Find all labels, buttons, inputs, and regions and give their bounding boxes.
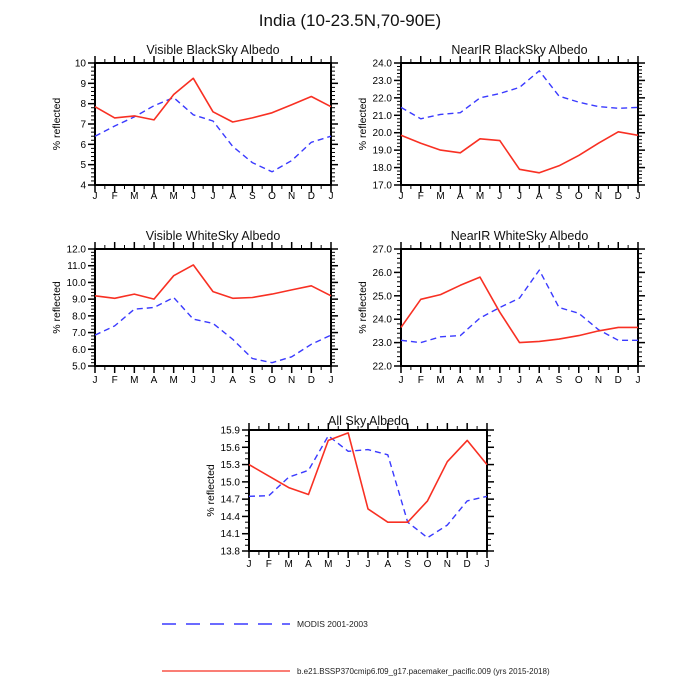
month-label: J xyxy=(365,559,371,570)
month-label: J xyxy=(190,191,196,202)
month-label: M xyxy=(284,559,293,570)
y-tick-label: 25.0 xyxy=(372,291,392,303)
y-axis-label: % reflected xyxy=(51,97,63,151)
chart-nearir-whitesky-albedo xyxy=(346,222,658,400)
month-label: D xyxy=(463,559,471,570)
y-tick-label: 6 xyxy=(80,139,86,151)
modis-series-line xyxy=(249,436,487,538)
month-label: J xyxy=(246,559,252,570)
month-label: A xyxy=(384,559,392,570)
model-series-line xyxy=(95,265,331,299)
month-label: F xyxy=(265,559,272,570)
y-tick-label: 14.4 xyxy=(220,511,240,523)
chart-visible-whitesky-albedo xyxy=(40,222,352,400)
y-tick-label: 8.0 xyxy=(72,311,86,323)
month-label: A xyxy=(535,375,543,386)
month-label: S xyxy=(404,559,412,570)
y-axis-label: % reflected xyxy=(357,97,369,151)
month-label: A xyxy=(456,375,464,386)
y-tick-label: 6.0 xyxy=(72,344,86,356)
modis-series-line xyxy=(401,71,638,119)
month-label: A xyxy=(305,559,312,570)
month-label: A xyxy=(456,191,464,202)
chart-title: NearIR BlackSky Albedo xyxy=(451,43,588,57)
month-label: D xyxy=(614,375,622,386)
y-tick-label: 23.0 xyxy=(372,338,392,350)
month-label: J xyxy=(328,191,334,202)
chart-nearir-blacksky-canvas xyxy=(346,36,658,214)
plot-box xyxy=(401,249,638,366)
month-label: N xyxy=(594,375,603,386)
chart-nearir-whitesky-canvas xyxy=(346,222,658,400)
y-tick-label: 20.0 xyxy=(372,128,392,140)
month-label: O xyxy=(574,375,583,386)
month-label: N xyxy=(594,191,603,202)
month-label: N xyxy=(288,375,296,386)
chart-title: Visible WhiteSky Albedo xyxy=(145,229,281,243)
month-label: N xyxy=(443,559,451,570)
month-label: J xyxy=(398,375,404,386)
legend-label-modis: MODIS 2001-2003 xyxy=(297,619,368,629)
y-tick-label: 15.9 xyxy=(220,425,240,437)
month-label: J xyxy=(92,191,98,202)
chart-visible-blacksky-canvas xyxy=(40,36,352,214)
modis-series-line xyxy=(95,98,331,172)
chart-visible-whitesky-canvas xyxy=(40,222,352,400)
month-label: O xyxy=(574,191,583,202)
month-label: J xyxy=(92,375,98,386)
model-series-line xyxy=(95,78,331,122)
y-tick-label: 26.0 xyxy=(372,267,392,279)
chart-all-sky-albedo xyxy=(194,403,506,581)
chart-title: NearIR WhiteSky Albedo xyxy=(450,229,589,243)
month-label: M xyxy=(169,191,178,202)
model-series-line xyxy=(401,132,638,173)
month-label: D xyxy=(307,375,315,386)
legend-line-modis-icon xyxy=(160,619,292,629)
month-label: O xyxy=(268,375,276,386)
y-tick-label: 9 xyxy=(80,78,86,90)
month-label: M xyxy=(169,375,178,386)
plot-box xyxy=(95,249,331,366)
plot-box xyxy=(95,63,331,185)
month-label: J xyxy=(345,559,351,570)
y-tick-label: 15.6 xyxy=(220,442,240,454)
month-label: S xyxy=(555,375,563,386)
month-label: J xyxy=(635,375,641,386)
model-series-line xyxy=(401,277,638,343)
page-title: India (10-23.5N,70-90E) xyxy=(258,11,442,30)
month-label: A xyxy=(150,375,158,386)
y-tick-label: 13.8 xyxy=(220,546,240,558)
month-label: J xyxy=(328,375,334,386)
y-tick-label: 22.0 xyxy=(372,361,392,373)
month-label: M xyxy=(475,191,485,202)
y-tick-label: 21.0 xyxy=(372,110,392,122)
chart-visible-blacksky-albedo xyxy=(40,36,352,214)
y-tick-label: 7 xyxy=(80,119,86,131)
y-tick-label: 9.0 xyxy=(72,294,86,306)
month-label: J xyxy=(497,191,503,202)
month-label: J xyxy=(484,559,490,570)
legend-entry-modis xyxy=(160,619,368,629)
month-label: J xyxy=(210,375,216,386)
y-tick-label: 15.3 xyxy=(220,460,240,472)
chart-title: Visible BlackSky Albedo xyxy=(146,43,280,57)
legend-label-model: b.e21.BSSP370cmip6.f09_g17.pacemaker_pacific.009 (yrs 2015-2018) xyxy=(297,666,550,676)
month-label: A xyxy=(229,191,237,202)
month-label: A xyxy=(229,375,237,386)
modis-series-line xyxy=(95,298,331,363)
month-label: M xyxy=(436,191,445,202)
y-tick-label: 5 xyxy=(80,160,86,172)
month-label: O xyxy=(423,559,432,570)
legend-line-model-icon xyxy=(160,666,292,676)
y-tick-label: 11.0 xyxy=(67,261,86,273)
month-label: J xyxy=(635,191,641,202)
month-label: S xyxy=(555,191,563,202)
y-tick-label: 4 xyxy=(80,180,86,192)
month-label: J xyxy=(398,191,404,202)
month-label: J xyxy=(210,191,216,202)
month-label: A xyxy=(150,191,158,202)
month-label: M xyxy=(475,375,485,386)
month-label: S xyxy=(248,191,256,202)
y-tick-label: 27.0 xyxy=(372,244,392,256)
y-tick-label: 23.0 xyxy=(372,75,392,87)
month-label: N xyxy=(288,191,296,202)
month-label: M xyxy=(436,375,445,386)
chart-nearir-blacksky-albedo xyxy=(346,36,658,214)
month-label: J xyxy=(517,375,522,386)
y-tick-label: 7.0 xyxy=(72,328,86,340)
chart-title: All Sky Albedo xyxy=(328,414,408,428)
y-tick-label: 10.0 xyxy=(66,277,86,289)
y-tick-label: 8 xyxy=(80,99,86,111)
plot-box xyxy=(249,430,487,551)
y-axis-label: % reflected xyxy=(51,281,63,334)
y-tick-label: 12.0 xyxy=(66,244,86,256)
month-label: F xyxy=(111,191,118,202)
month-label: F xyxy=(417,191,424,202)
month-label: J xyxy=(190,375,196,386)
month-label: J xyxy=(517,191,522,202)
modis-series-line xyxy=(401,270,638,343)
y-tick-label: 10 xyxy=(74,58,86,70)
month-label: F xyxy=(417,375,424,386)
month-label: A xyxy=(535,191,543,202)
month-label: O xyxy=(268,191,276,202)
month-label: F xyxy=(111,375,118,386)
month-label: M xyxy=(130,191,139,202)
month-label: J xyxy=(497,375,503,386)
chart-all-sky-canvas xyxy=(194,403,506,581)
month-label: D xyxy=(307,191,315,202)
y-tick-label: 5.0 xyxy=(72,361,86,373)
y-tick-label: 17.0 xyxy=(372,180,392,192)
month-label: M xyxy=(324,559,333,570)
y-axis-label: % reflected xyxy=(205,464,217,517)
y-tick-label: 14.1 xyxy=(220,529,240,541)
y-tick-label: 19.0 xyxy=(372,145,392,157)
y-tick-label: 22.0 xyxy=(372,93,392,105)
y-tick-label: 14.7 xyxy=(220,494,240,506)
y-tick-label: 18.0 xyxy=(372,163,392,175)
plot-box xyxy=(401,63,638,185)
y-tick-label: 15.0 xyxy=(220,477,240,489)
model-series-line xyxy=(249,433,487,522)
month-label: M xyxy=(130,375,139,386)
legend-entry-model xyxy=(160,666,550,676)
month-label: D xyxy=(614,191,622,202)
y-tick-label: 24.0 xyxy=(372,58,392,70)
y-tick-label: 24.0 xyxy=(372,314,392,326)
y-axis-label: % reflected xyxy=(357,281,369,334)
month-label: S xyxy=(248,375,256,386)
